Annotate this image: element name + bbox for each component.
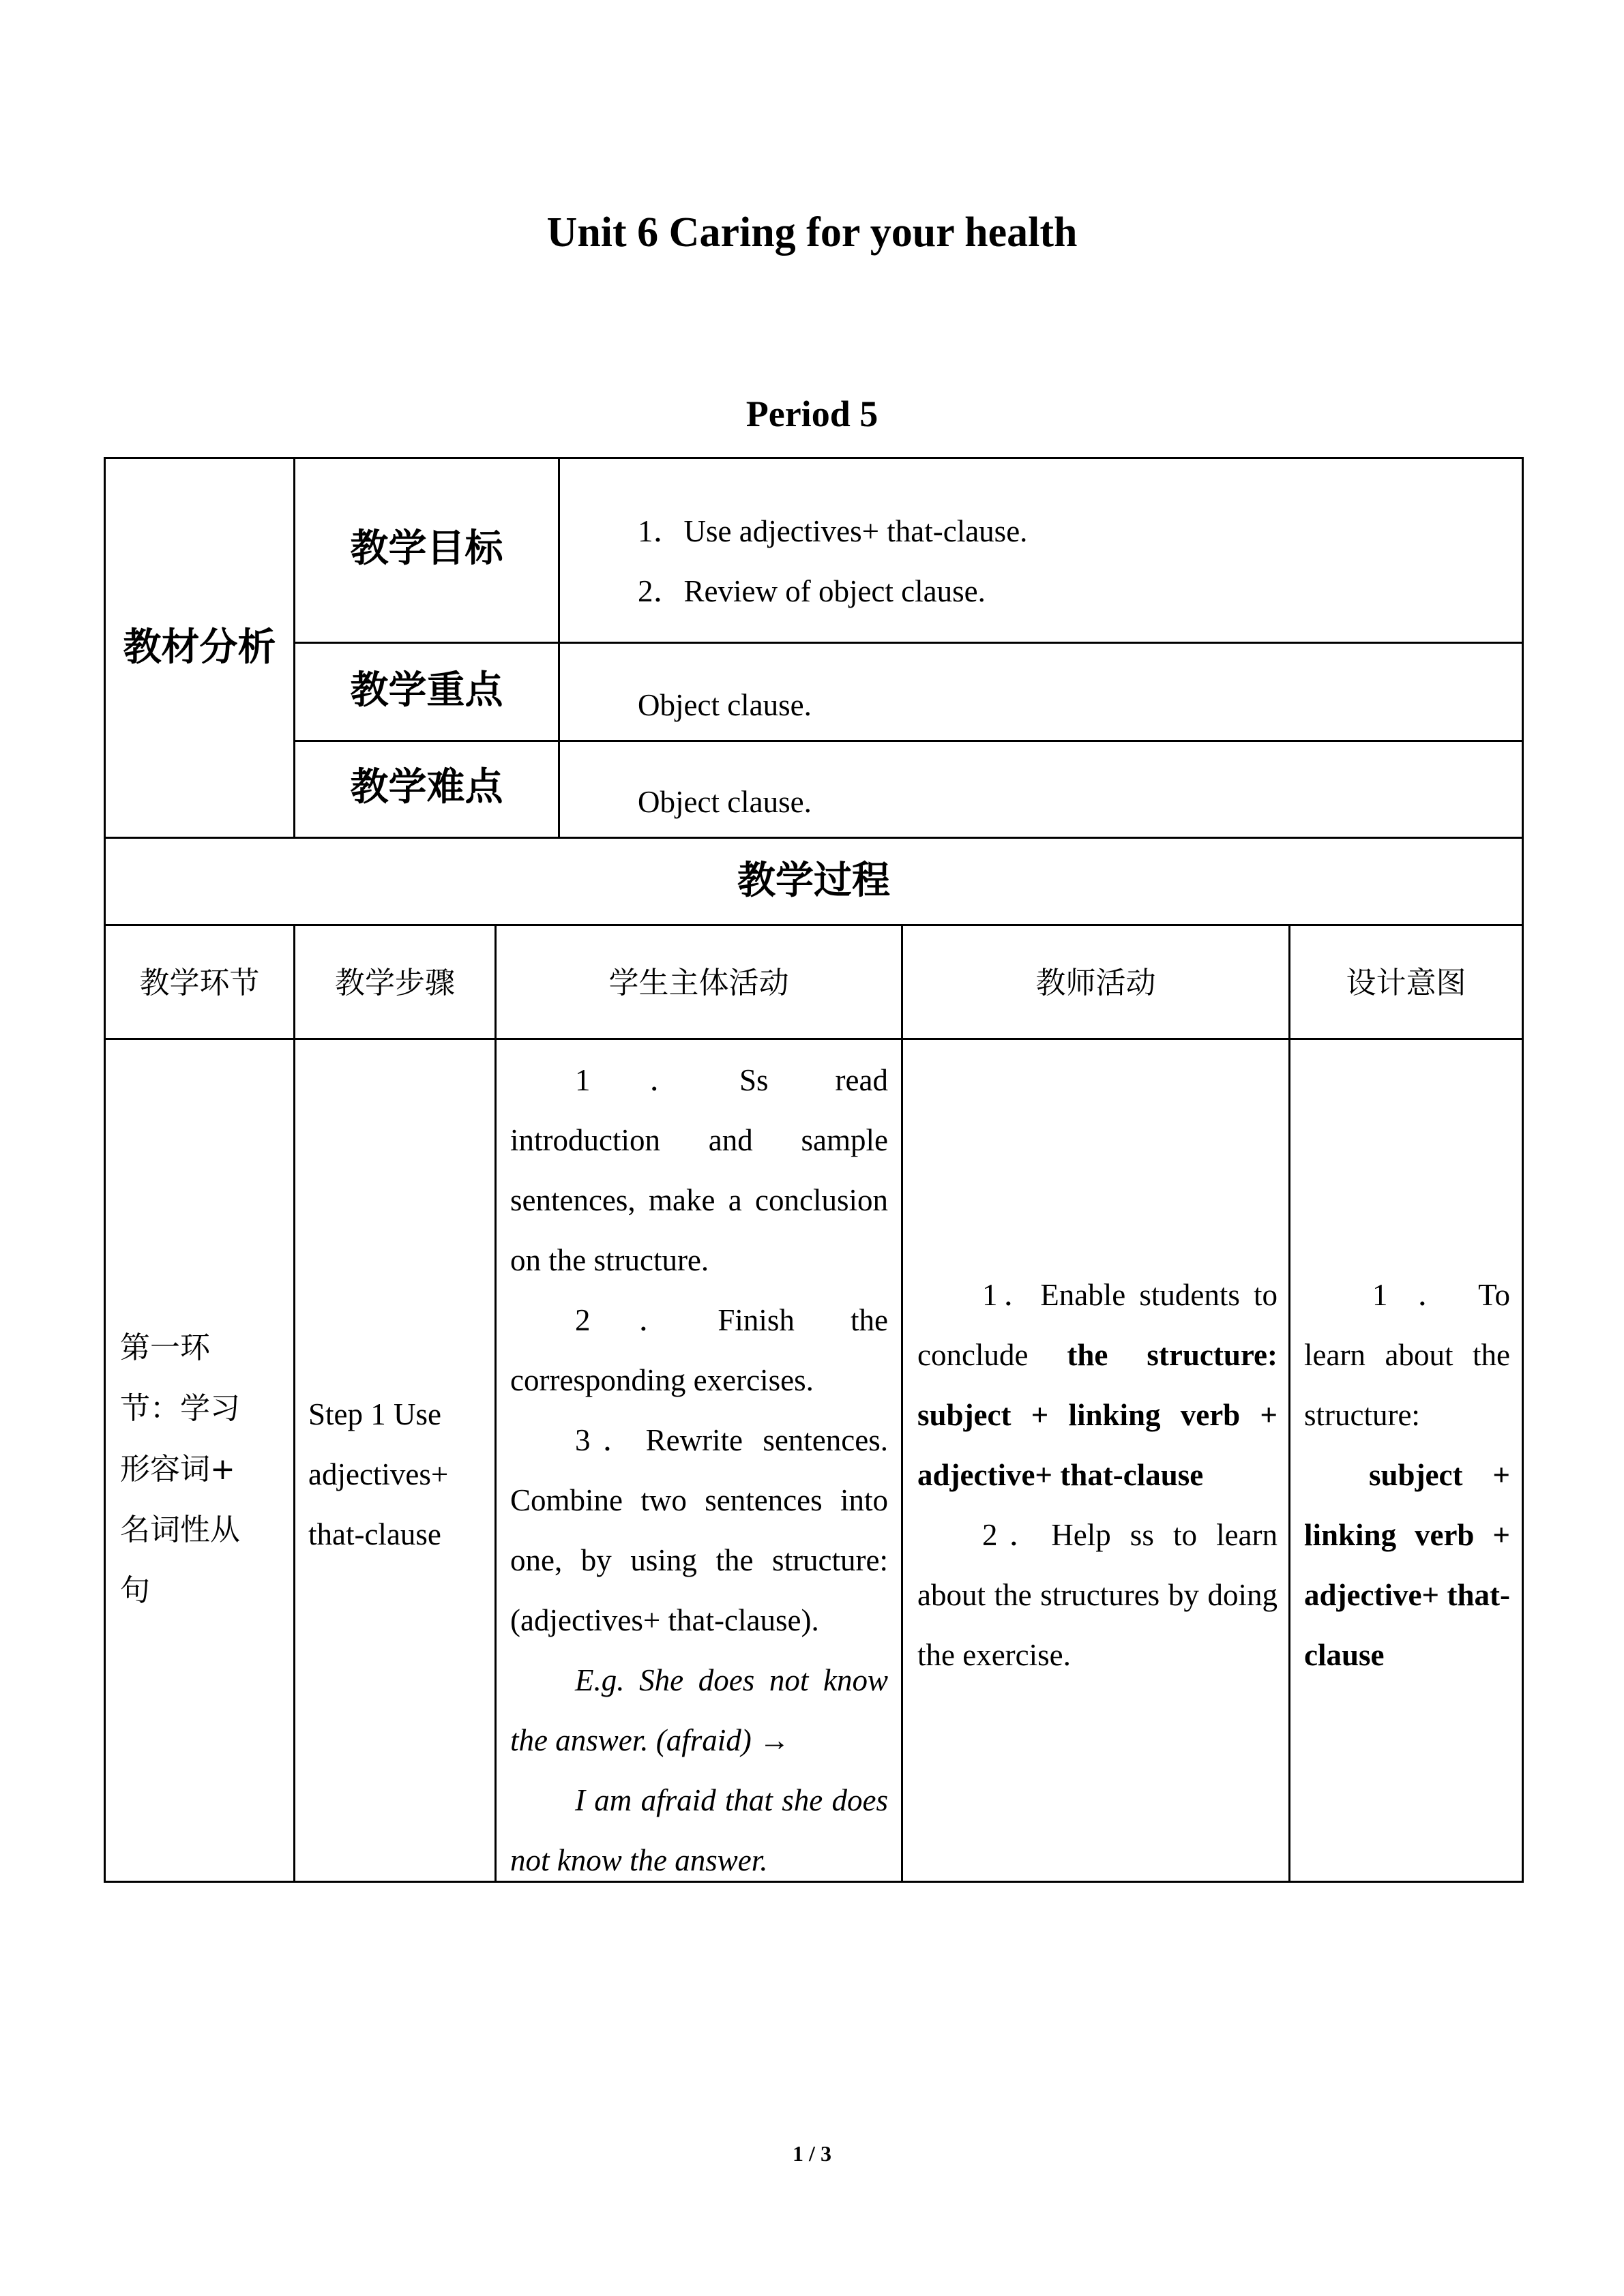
design-step-1: 1．To learn about the structure: (1304, 1278, 1510, 1432)
teacher-step-1-lead: 1．Enable students to conclude (917, 1278, 1278, 1372)
teacher-step-1-structure: the structure: subject + linking verb + adjective+ that-clause (917, 1338, 1278, 1492)
column-header-stage: 教学环节 (139, 966, 260, 1000)
objectives-label: 教学目标 (350, 526, 503, 571)
design-step-1-structure: subject + linking verb + adjective+ that-clause (1304, 1458, 1510, 1672)
design-intention (1304, 1265, 1510, 1685)
key-point-label: 教学重点 (350, 668, 503, 713)
student-step-1-rest: introduction and sample sentences, make a conclusion on the structure. (510, 1123, 888, 1277)
page-number: 1 / 3 (793, 2141, 831, 2166)
stage-line: 第一环 (120, 1330, 210, 1365)
period-title: Period 5 (745, 393, 879, 434)
student-activities: 1．Ss read introduction and sample sentences, make a conclusion on the structure. 2．Finish the corresponding exercises. 3．Rewrite sentences. Combine two sentences into one, by using the structure: (adjectives+ that-clause). E.g. She does not know the answer. (afraid) → I am afraid that she does not know the answer. (510, 1050, 888, 1890)
stage-line: 节：学习 (120, 1391, 240, 1426)
student-step-2-rest: corresponding exercises. (510, 1363, 814, 1397)
column-header-design: 设计意图 (1346, 966, 1466, 1000)
student-example-2: I am afraid that she does not know the answer. (510, 1783, 888, 1877)
column-header-student: 学生主体活动 (608, 966, 789, 1000)
objective-item-2: 2．Review of object clause. (638, 574, 986, 608)
student-example-1: E.g. She does not know the answer. (afraid) → (510, 1663, 888, 1757)
student-step-2-first: 2．Finish the (575, 1303, 888, 1337)
process-title: 教学过程 (737, 859, 890, 903)
teacher-activities (917, 1265, 1278, 1685)
student-step-3-structure: adjectives+ that-clause (520, 1603, 801, 1637)
student-step-3: 3．Rewrite sentences. Combine two sentences into one, by using the structure: (510, 1423, 888, 1577)
stage-line: 句 (120, 1573, 150, 1608)
teacher-step-2: 2．Help ss to learn about the structures by doing the exercise. (917, 1518, 1278, 1672)
column-header-teacher: 教师活动 (1035, 966, 1156, 1000)
column-header-step: 教学步骤 (335, 966, 455, 1000)
student-step-1-first: 1．Ss read (575, 1063, 888, 1097)
analysis-section-label: 教材分析 (123, 625, 276, 670)
step-line: Step 1 Use (308, 1397, 441, 1431)
difficulty-value: Object clause. (638, 785, 812, 819)
objective-item-1: 1．Use adjectives+ that-clause. (638, 514, 1028, 548)
step-line: that-clause (308, 1517, 441, 1551)
objectives-list (638, 501, 1027, 621)
stage-line: 形容词+ (120, 1452, 235, 1487)
key-point-value: Object clause. (638, 688, 812, 722)
difficulty-label: 教学难点 (350, 765, 503, 809)
step-line: adjectives+ (308, 1457, 449, 1491)
stage-cell (120, 1317, 240, 1621)
stage-line: 名词性从 (120, 1512, 240, 1547)
document-title: Unit 6 Caring for your health (546, 209, 1078, 256)
step-cell (308, 1384, 448, 1564)
